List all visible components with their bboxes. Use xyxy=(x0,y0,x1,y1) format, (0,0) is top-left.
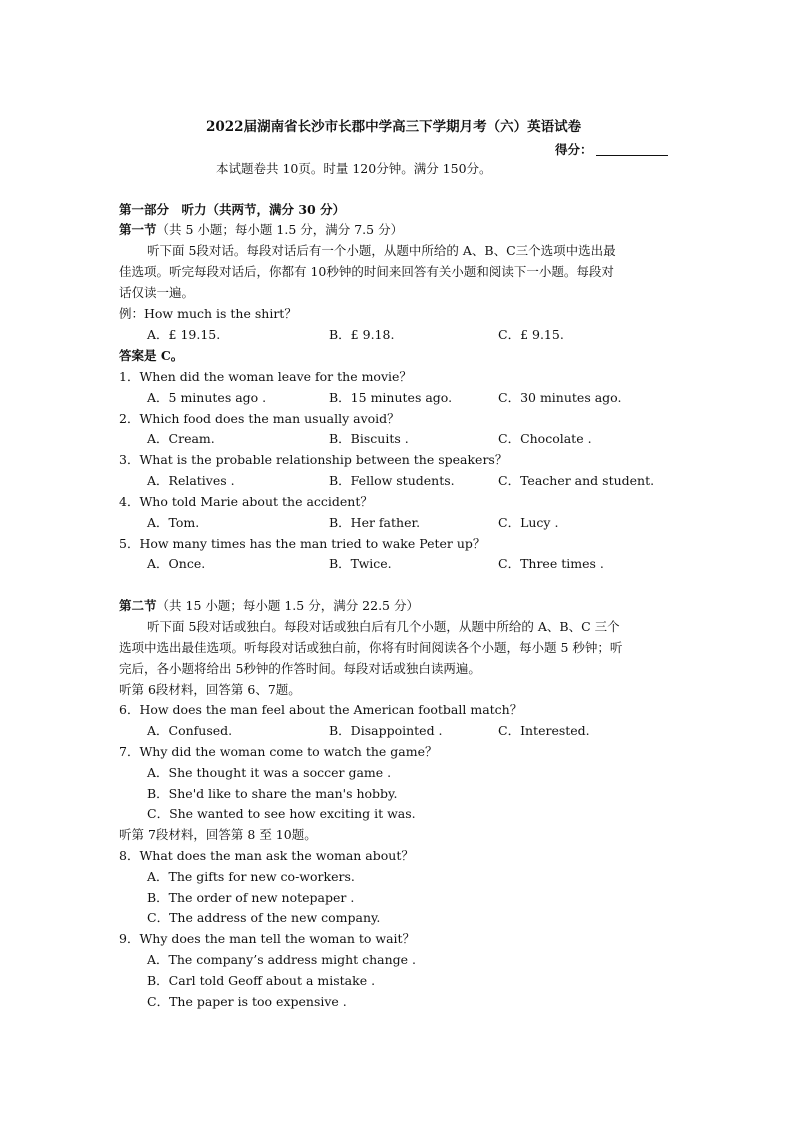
section1-instruction-line: 听下面 5段对话。每段对话后有一个小题，从题中所给的 A、B、C三个选项中选出最 xyxy=(147,243,616,258)
question-4-option-a[interactable]: A．Tom. xyxy=(147,515,200,530)
question-5-option-a[interactable]: A．Once. xyxy=(147,556,206,571)
question-1-option-c[interactable]: C．30 minutes ago. xyxy=(498,390,622,405)
question-8-option-c[interactable]: C．The address of the new company. xyxy=(147,910,381,925)
section2-note: （共 15 小题；每小题 1.5 分，满分 22.5 分） xyxy=(156,598,419,613)
section1-note: （共 5 小题；每小题 1.5 分，满分 7.5 分） xyxy=(156,222,404,237)
section1-instruction-line: 佳选项。听完每段对话后，你都有 10秒钟的时间来回答有关小题和阅读下一小题。每段对 xyxy=(119,264,614,279)
example-question: 例：How much is the shirt？ xyxy=(119,306,297,321)
question-5: 5．How many times has the man tried to wake Peter up？ xyxy=(119,536,486,551)
question-5-option-c[interactable]: C．Three times . xyxy=(498,556,604,571)
exam-title: 2022届湖南省长沙市长郡中学高三下学期月考（六）英语试卷 xyxy=(206,119,582,135)
question-4-option-b[interactable]: B．Her father. xyxy=(329,515,421,530)
section1-heading xyxy=(119,224,403,237)
section2-instruction-line: 选项中选出最佳选项。听每段对话或独白前，你将有时间阅读各个小题，每小题 5 秒钟；听 xyxy=(119,640,623,655)
example-option-b: B．£ 9.18. xyxy=(329,327,395,342)
example-option-c: C．£ 9.15. xyxy=(498,327,564,342)
section1-instruction-line: 话仅读一遍。 xyxy=(119,285,195,300)
question-2-option-a[interactable]: A．Cream. xyxy=(147,431,215,446)
question-7: 7．Why did the woman come to watch the game？ xyxy=(119,744,438,759)
question-6-option-b[interactable]: B．Disappointed . xyxy=(329,723,443,738)
material-7-heading: 听第 7段材料，回答第 8 至 10题。 xyxy=(119,827,317,842)
material-6-heading: 听第 6段材料，回答第 6、7题。 xyxy=(119,682,301,697)
question-7-option-c[interactable]: C．She wanted to see how exciting it was. xyxy=(147,806,416,821)
question-2: 2．Which food does the man usually avoid？ xyxy=(119,411,400,426)
example-option-a: A．£ 19.15. xyxy=(147,327,221,342)
section2-instruction-line: 听下面 5段对话或独白。每段对话或独白后有几个小题，从题中所给的 A、B、C 三个 xyxy=(147,619,620,634)
question-7-option-a[interactable]: A．She thought it was a soccer game . xyxy=(147,765,392,780)
question-6: 6．How does the man feel about the American football match？ xyxy=(119,702,523,717)
section2-label: 第二节 xyxy=(119,598,157,613)
question-8-option-a[interactable]: A．The gifts for new co-workers. xyxy=(147,869,355,884)
question-3-option-a[interactable]: A．Relatives . xyxy=(147,473,235,488)
question-1: 1．When did the woman leave for the movie？ xyxy=(119,369,412,384)
part1-heading: 第一部分 听力（共两节，满分 30 分） xyxy=(119,202,346,217)
question-6-option-c[interactable]: C．Interested. xyxy=(498,723,590,738)
question-9-option-c[interactable]: C．The paper is too expensive . xyxy=(147,994,347,1009)
exam-info: 本试题卷共 10页。时量 120分钟。满分 150分。 xyxy=(216,161,492,176)
question-4-option-c[interactable]: C．Lucy . xyxy=(498,515,559,530)
question-2-option-b[interactable]: B．Biscuits . xyxy=(329,431,409,446)
score-label: 得分： xyxy=(555,142,593,157)
question-3-option-b[interactable]: B．Fellow students. xyxy=(329,473,455,488)
question-3: 3．What is the probable relationship between the speakers？ xyxy=(119,452,508,467)
question-3-option-c[interactable]: C．Teacher and student. xyxy=(498,473,655,488)
section1-label: 第一节 xyxy=(119,222,157,237)
question-1-option-b[interactable]: B．15 minutes ago. xyxy=(329,390,453,405)
section2-instruction-line: 完后，各小题将给出 5秒钟的作答时间。每段对话或独白读两遍。 xyxy=(119,661,481,676)
question-4: 4．Who told Marie about the accident？ xyxy=(119,494,373,509)
question-1-option-a[interactable]: A．5 minutes ago . xyxy=(147,390,267,405)
question-8-option-b[interactable]: B．The order of new notepaper . xyxy=(147,890,355,905)
question-6-option-a[interactable]: A．Confused. xyxy=(147,723,233,738)
question-7-option-b[interactable]: B．She'd like to share the man's hobby. xyxy=(147,786,398,801)
question-8: 8．What does the man ask the woman about？ xyxy=(119,848,414,863)
question-9-option-a[interactable]: A．The company’s address might change . xyxy=(147,952,417,967)
question-5-option-b[interactable]: B．Twice. xyxy=(329,556,392,571)
score-field xyxy=(555,143,668,157)
question-9-option-b[interactable]: B．Carl told Geoff about a mistake . xyxy=(147,973,376,988)
question-9: 9．Why does the man tell the woman to wait？ xyxy=(119,931,416,946)
question-2-option-c[interactable]: C．Chocolate . xyxy=(498,431,592,446)
score-blank[interactable] xyxy=(596,143,668,156)
example-answer: 答案是 C。 xyxy=(119,348,184,363)
section2-heading xyxy=(119,600,419,613)
